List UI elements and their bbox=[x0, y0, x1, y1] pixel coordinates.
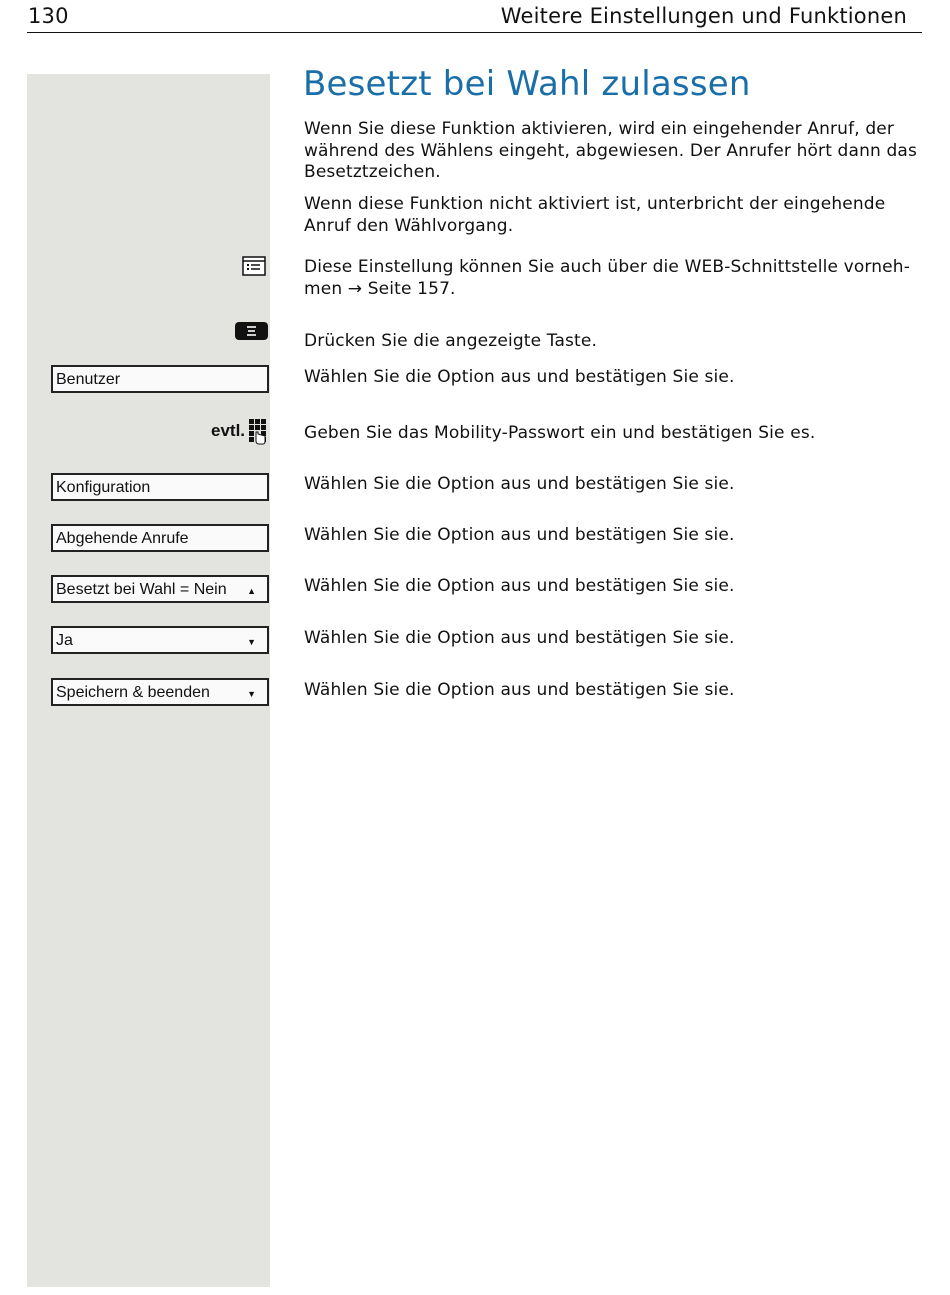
menu-option-label: Besetzt bei Wahl = Nein bbox=[56, 581, 227, 598]
info-paragraph: Wenn diese Funktion nicht aktiviert ist, unterbricht der eingehende Anruf den Wählvorgang. bbox=[304, 194, 886, 236]
step-select-abgehende-anrufe: Wählen Sie die Option aus und bestätigen Sie sie. bbox=[304, 525, 735, 545]
web-note-line-2: men → Seite 157. bbox=[304, 279, 456, 299]
step-press-key: Drücken Sie die angezeigte Taste. bbox=[304, 331, 598, 351]
menu-option-label: Benutzer bbox=[56, 371, 121, 388]
arrow-down-icon: ▼ bbox=[247, 637, 256, 647]
web-note-line-1: Diese Einstellung können Sie auch über die WEB-Schnittstelle vorneh- bbox=[304, 257, 910, 277]
section-title: Weitere Einstellungen und Funktionen bbox=[500, 4, 907, 28]
menu-option-besetzt-bei-wahl[interactable] bbox=[51, 575, 269, 603]
arrow-up-icon: ▲ bbox=[247, 586, 256, 596]
step-select-speichern: Wählen Sie die Option aus und bestätigen Sie sie. bbox=[304, 680, 735, 700]
menu-option-abgehende-anrufe[interactable] bbox=[51, 524, 269, 552]
intro-paragraph: Wenn Sie diese Funktion aktivieren, wird ein eingehender Anruf, der während des Wählens eingeht, abgewiesen. Der Anrufer hört dann das Besetztzeichen. bbox=[304, 119, 917, 182]
header-divider bbox=[27, 32, 922, 33]
menu-option-konfiguration[interactable] bbox=[51, 473, 269, 501]
menu-option-ja[interactable] bbox=[51, 626, 269, 654]
step-select-konfiguration: Wählen Sie die Option aus und bestätigen Sie sie. bbox=[304, 474, 735, 494]
menu-option-label: Speichern & beenden bbox=[56, 684, 210, 701]
step-enter-password: Geben Sie das Mobility-Passwort ein und bestätigen Sie es. bbox=[304, 423, 816, 443]
page-title: Besetzt bei Wahl zulassen bbox=[303, 64, 751, 104]
evtl-label: evtl. bbox=[211, 421, 246, 440]
page-number: 130 bbox=[28, 4, 69, 28]
menu-option-label: Konfiguration bbox=[56, 479, 151, 496]
arrow-down-icon: ▼ bbox=[247, 689, 256, 699]
step-select-benutzer: Wählen Sie die Option aus und bestätigen Sie sie. bbox=[304, 367, 735, 387]
menu-option-benutzer[interactable] bbox=[51, 365, 269, 393]
step-select-ja: Wählen Sie die Option aus und bestätigen Sie sie. bbox=[304, 628, 735, 648]
menu-option-label: Ja bbox=[56, 632, 73, 649]
menu-option-label: Abgehende Anrufe bbox=[56, 530, 189, 547]
web-interface-icon bbox=[242, 256, 266, 276]
menu-key-icon bbox=[235, 322, 268, 340]
menu-option-speichern-beenden[interactable] bbox=[51, 678, 269, 706]
keypad-icon bbox=[248, 419, 268, 445]
step-select-besetzt-bei-wahl: Wählen Sie die Option aus und bestätigen Sie sie. bbox=[304, 576, 735, 596]
